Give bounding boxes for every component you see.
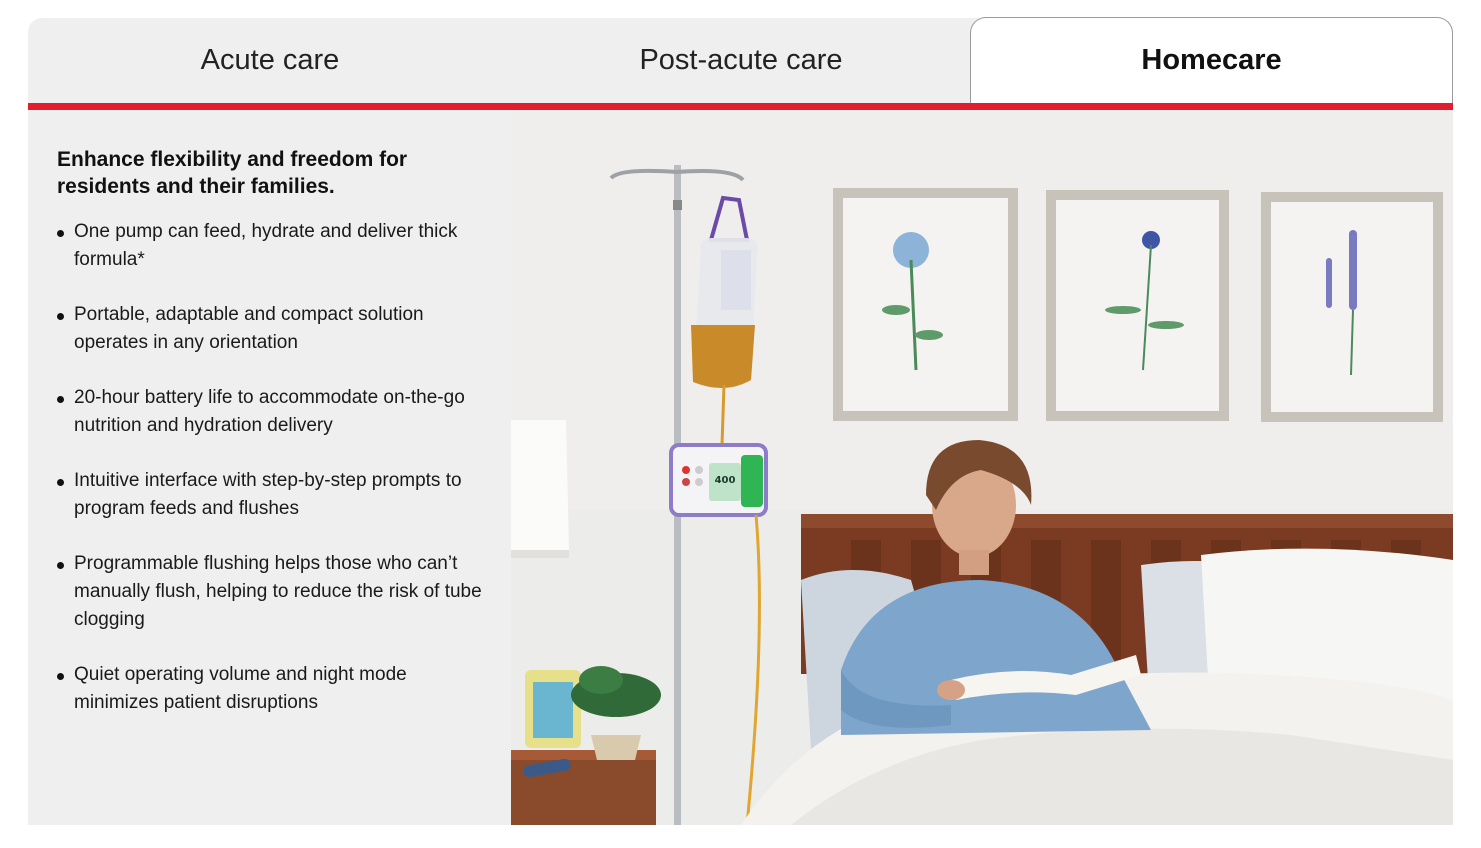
tab-acute-care[interactable]: Acute care xyxy=(200,44,340,76)
tab-post-acute-care[interactable]: Post-acute care xyxy=(639,44,843,76)
feature-item: Quiet operating volume and night mode minimizes patient disruptions xyxy=(57,661,487,717)
feature-item: Portable, adaptable and compact solution operates in any orientation xyxy=(57,301,487,357)
pump-display-reading: 400 xyxy=(714,475,736,486)
feature-headline: Enhance flexibility and freedom for residents and their families. xyxy=(57,148,408,198)
content-panel xyxy=(28,18,1453,825)
tab-bar xyxy=(28,18,1453,103)
tab-homecare[interactable]: Homecare xyxy=(970,17,1453,103)
framed-botanical-prints xyxy=(833,188,1443,422)
bedroom-illustration xyxy=(511,110,1453,825)
active-tab-underline xyxy=(28,103,1453,110)
homecare-photo xyxy=(511,110,1453,825)
feature-item: One pump can feed, hydrate and deliver thick formula* xyxy=(57,218,487,274)
feature-item: Programmable flushing helps those who can’t manually flush, helping to reduce the risk of tube clogging xyxy=(57,550,487,634)
feature-list xyxy=(57,218,487,744)
feature-item: 20-hour battery life to accommodate on-the-go nutrition and hydration delivery xyxy=(57,384,487,440)
feature-text-panel xyxy=(28,110,511,825)
feature-item: Intuitive interface with step-by-step prompts to program feeds and flushes xyxy=(57,467,487,523)
